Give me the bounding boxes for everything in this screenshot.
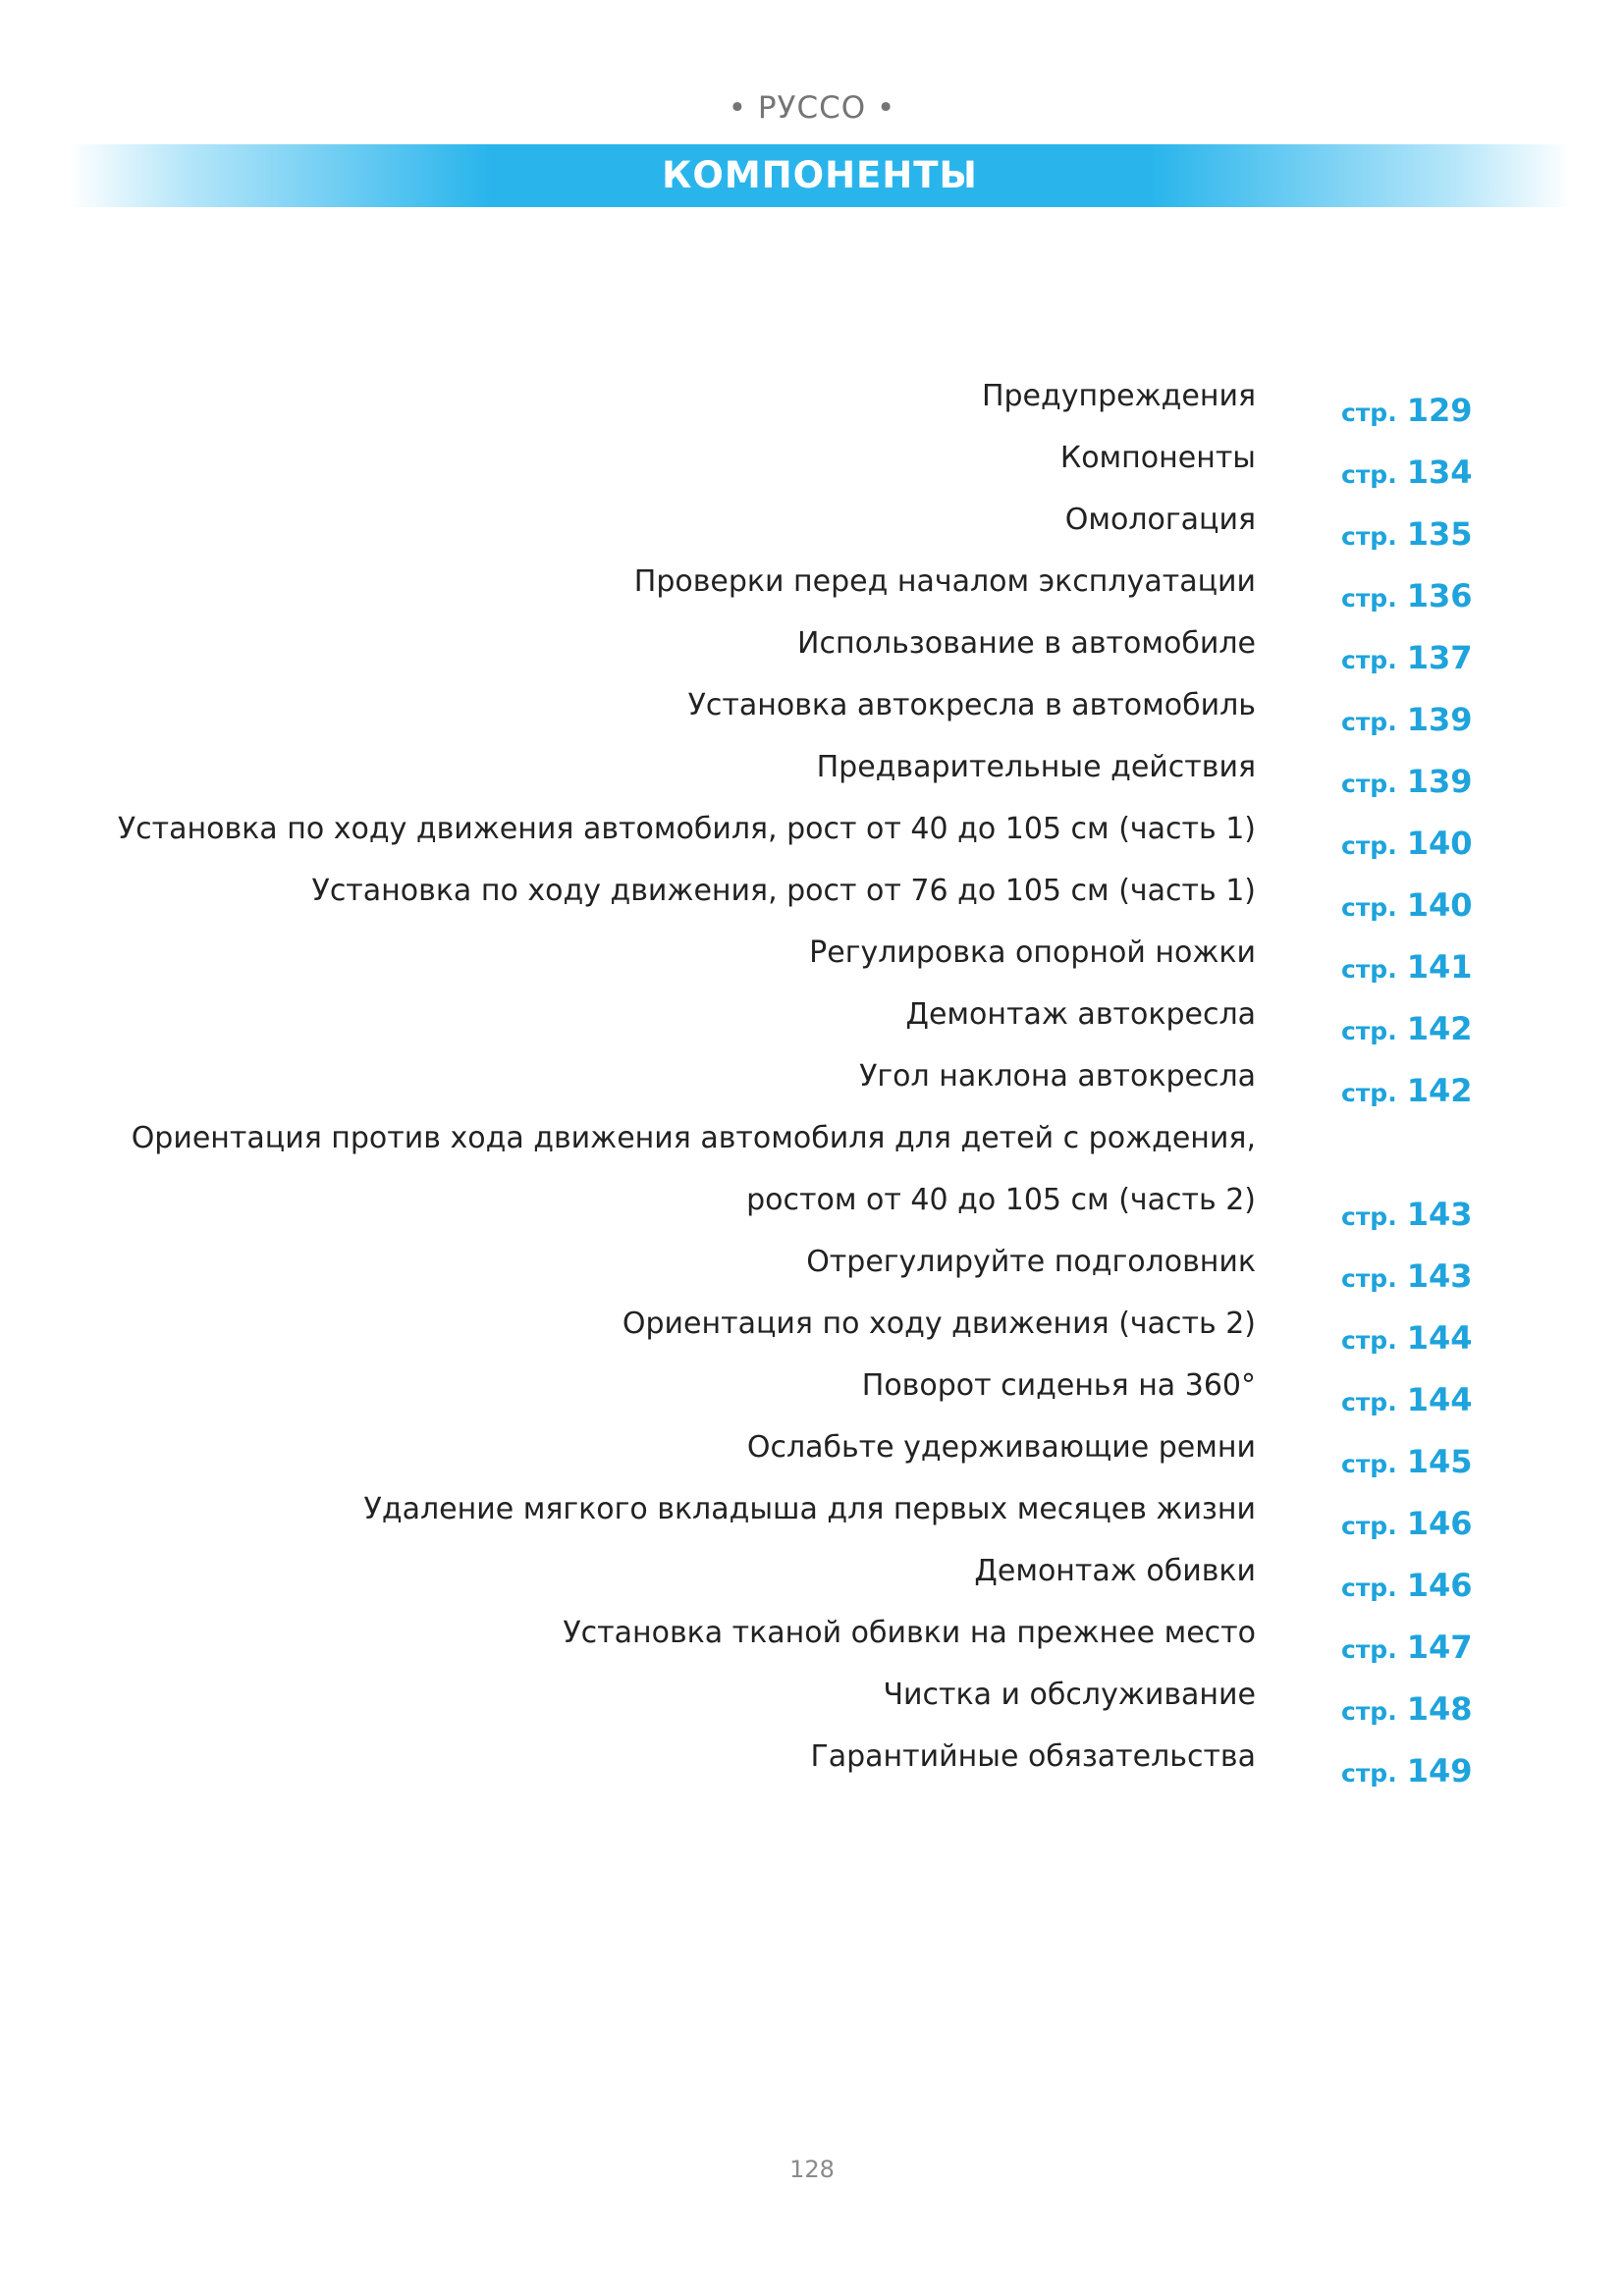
page-number-ref: 145 bbox=[1406, 1443, 1473, 1480]
page-number-ref: 142 bbox=[1406, 1010, 1473, 1047]
toc-entry-page-ref[interactable] bbox=[1341, 1195, 1473, 1240]
page-number-ref: 129 bbox=[1406, 392, 1473, 429]
page-number-ref: 143 bbox=[1406, 1257, 1473, 1295]
toc-entry-title: Установка тканой обивки на прежнее место bbox=[563, 1616, 1256, 1650]
toc-entry[interactable] bbox=[0, 1614, 1624, 1676]
toc-entry[interactable] bbox=[0, 1119, 1624, 1181]
toc-entry[interactable] bbox=[0, 439, 1624, 501]
toc-entry-page-ref[interactable] bbox=[1341, 700, 1473, 745]
page-prefix: стр. bbox=[1341, 1079, 1397, 1107]
toc-entry[interactable] bbox=[0, 501, 1624, 562]
toc-entry-title: Демонтаж автокресла bbox=[905, 997, 1256, 1032]
page-number: 128 bbox=[789, 2156, 835, 2183]
page-prefix: стр. bbox=[1341, 1635, 1397, 1664]
toc-entry-title: Установка по ходу движения, рост от 76 до 105 см (часть 1) bbox=[311, 874, 1256, 908]
page-prefix: стр. bbox=[1341, 1759, 1397, 1788]
toc-entry-title: Ослабьте удерживающие ремни bbox=[746, 1430, 1256, 1465]
toc-entry[interactable] bbox=[0, 562, 1624, 624]
toc-entry-page-ref[interactable] bbox=[1341, 453, 1473, 498]
toc-entry-title: Регулировка опорной ножки bbox=[809, 935, 1256, 970]
page-prefix: стр. bbox=[1341, 1574, 1397, 1602]
toc-entry-page-ref[interactable] bbox=[1341, 514, 1473, 560]
language-label: • РУССО • bbox=[728, 90, 896, 126]
page-number-ref: 140 bbox=[1406, 886, 1473, 924]
toc-entry-page-ref[interactable] bbox=[1341, 576, 1473, 621]
toc-entry-page-ref[interactable] bbox=[1341, 1566, 1473, 1611]
toc-entry-title: Ориентация по ходу движения (часть 2) bbox=[622, 1307, 1256, 1341]
toc-entry[interactable] bbox=[0, 810, 1624, 872]
toc-entry[interactable] bbox=[0, 624, 1624, 686]
toc-entry-title: Удаление мягкого вкладыша для первых месяцев жизни bbox=[363, 1492, 1256, 1526]
toc-entry-title: Предупреждения bbox=[981, 379, 1256, 413]
toc-entry-title: Отрегулируйте подголовник bbox=[806, 1245, 1256, 1279]
toc-entry[interactable] bbox=[0, 1243, 1624, 1305]
page-number-ref: 147 bbox=[1406, 1629, 1473, 1666]
page-prefix: стр. bbox=[1341, 1388, 1397, 1416]
toc-entry-page-ref[interactable] bbox=[1341, 762, 1473, 807]
toc-entry-page-ref[interactable] bbox=[1341, 1504, 1473, 1549]
toc-entry-page-ref[interactable] bbox=[1341, 1442, 1473, 1487]
toc-entry-page-ref[interactable] bbox=[1341, 1380, 1473, 1425]
toc-entry-page-ref[interactable] bbox=[1341, 1628, 1473, 1673]
toc-entry-title: Гарантийные обязательства bbox=[810, 1739, 1256, 1774]
toc-entry-title: ростом от 40 до 105 см (часть 2) bbox=[746, 1183, 1256, 1217]
toc-entry-title: Установка автокресла в автомобиль bbox=[687, 688, 1256, 722]
toc-entry-title: Проверки перед началом эксплуатации bbox=[633, 564, 1256, 599]
toc-entry[interactable] bbox=[0, 1552, 1624, 1614]
toc-entry[interactable] bbox=[0, 1366, 1624, 1428]
page-prefix: стр. bbox=[1341, 1202, 1397, 1231]
page-prefix: стр. bbox=[1341, 1326, 1397, 1355]
section-title: КОМПОНЕНТЫ bbox=[662, 154, 978, 196]
page-prefix: стр. bbox=[1341, 831, 1397, 860]
toc-entry-title: Ориентация против хода движения автомобиля для детей с рождения, bbox=[131, 1121, 1256, 1155]
toc-entry-title: Омологация bbox=[1064, 503, 1256, 537]
toc-entry[interactable] bbox=[0, 686, 1624, 748]
page-number-ref: 135 bbox=[1406, 515, 1473, 553]
page-number-ref: 149 bbox=[1406, 1752, 1473, 1789]
toc-entry-page-ref[interactable] bbox=[1341, 1318, 1473, 1363]
toc-entry-page-ref[interactable] bbox=[1341, 1689, 1473, 1735]
page-number-ref: 146 bbox=[1406, 1567, 1473, 1604]
page-number-ref: 140 bbox=[1406, 825, 1473, 862]
toc-entry-page-ref[interactable] bbox=[1341, 638, 1473, 683]
toc-entry[interactable] bbox=[0, 1428, 1624, 1490]
page-prefix: стр. bbox=[1341, 1697, 1397, 1726]
page-prefix: стр. bbox=[1341, 1512, 1397, 1540]
toc-entry[interactable] bbox=[0, 1181, 1624, 1243]
toc-entry-page-ref[interactable] bbox=[1341, 1071, 1473, 1116]
page-prefix: стр. bbox=[1341, 1264, 1397, 1293]
toc-entry[interactable] bbox=[0, 1305, 1624, 1366]
page-number-ref: 144 bbox=[1406, 1381, 1473, 1418]
toc-entry-page-ref[interactable] bbox=[1341, 824, 1473, 869]
page-prefix: стр. bbox=[1341, 460, 1397, 489]
toc-entry-page-ref[interactable] bbox=[1341, 1009, 1473, 1054]
page-prefix: стр. bbox=[1341, 1450, 1397, 1478]
page-prefix: стр. bbox=[1341, 522, 1397, 551]
toc-entry-title: Использование в автомобиле bbox=[797, 626, 1256, 661]
toc-entry-page-ref[interactable] bbox=[1341, 1256, 1473, 1302]
page-number-ref: 136 bbox=[1406, 577, 1473, 614]
toc-entry[interactable] bbox=[0, 1490, 1624, 1552]
toc-entry[interactable] bbox=[0, 748, 1624, 810]
toc-entry-title: Демонтаж обивки bbox=[974, 1554, 1256, 1588]
toc-entry[interactable] bbox=[0, 1737, 1624, 1799]
toc-entry-page-ref[interactable] bbox=[1341, 1751, 1473, 1796]
table-of-contents bbox=[0, 377, 1624, 1799]
toc-entry-title: Компоненты bbox=[1059, 441, 1256, 475]
page-prefix: стр. bbox=[1341, 955, 1397, 984]
page-prefix: стр. bbox=[1341, 646, 1397, 674]
page-number-ref: 137 bbox=[1406, 639, 1473, 676]
toc-entry[interactable] bbox=[0, 995, 1624, 1057]
toc-entry-page-ref[interactable] bbox=[1341, 391, 1473, 436]
toc-entry[interactable] bbox=[0, 872, 1624, 934]
section-title-band bbox=[69, 144, 1571, 207]
page-number-ref: 139 bbox=[1406, 763, 1473, 800]
toc-entry[interactable] bbox=[0, 1057, 1624, 1119]
toc-entry-title: Угол наклона автокресла bbox=[859, 1059, 1256, 1094]
page-prefix: стр. bbox=[1341, 770, 1397, 798]
page-number-ref: 142 bbox=[1406, 1072, 1473, 1109]
toc-entry-page-ref[interactable] bbox=[1341, 885, 1473, 931]
toc-entry[interactable] bbox=[0, 1676, 1624, 1737]
page-prefix: стр. bbox=[1341, 584, 1397, 613]
page-number-ref: 143 bbox=[1406, 1196, 1473, 1233]
toc-entry-title: Чистка и обслуживание bbox=[883, 1678, 1256, 1712]
toc-entry-title: Предварительные действия bbox=[816, 750, 1256, 784]
toc-entry-title: Поворот сиденья на 360° bbox=[861, 1368, 1256, 1403]
toc-entry[interactable] bbox=[0, 934, 1624, 995]
toc-entry-page-ref[interactable] bbox=[1341, 947, 1473, 992]
toc-entry-title: Установка по ходу движения автомобиля, рост от 40 до 105 см (часть 1) bbox=[117, 812, 1256, 846]
page-number-ref: 139 bbox=[1406, 701, 1473, 738]
page-prefix: стр. bbox=[1341, 708, 1397, 736]
page-number-ref: 141 bbox=[1406, 948, 1473, 986]
page-number-ref: 144 bbox=[1406, 1319, 1473, 1357]
page-prefix: стр. bbox=[1341, 893, 1397, 922]
page-number-ref: 148 bbox=[1406, 1690, 1473, 1728]
page-number-ref: 146 bbox=[1406, 1505, 1473, 1542]
page-number-ref: 134 bbox=[1406, 454, 1473, 491]
toc-entry[interactable] bbox=[0, 377, 1624, 439]
page-prefix: стр. bbox=[1341, 1017, 1397, 1045]
page-prefix: стр. bbox=[1341, 399, 1397, 427]
